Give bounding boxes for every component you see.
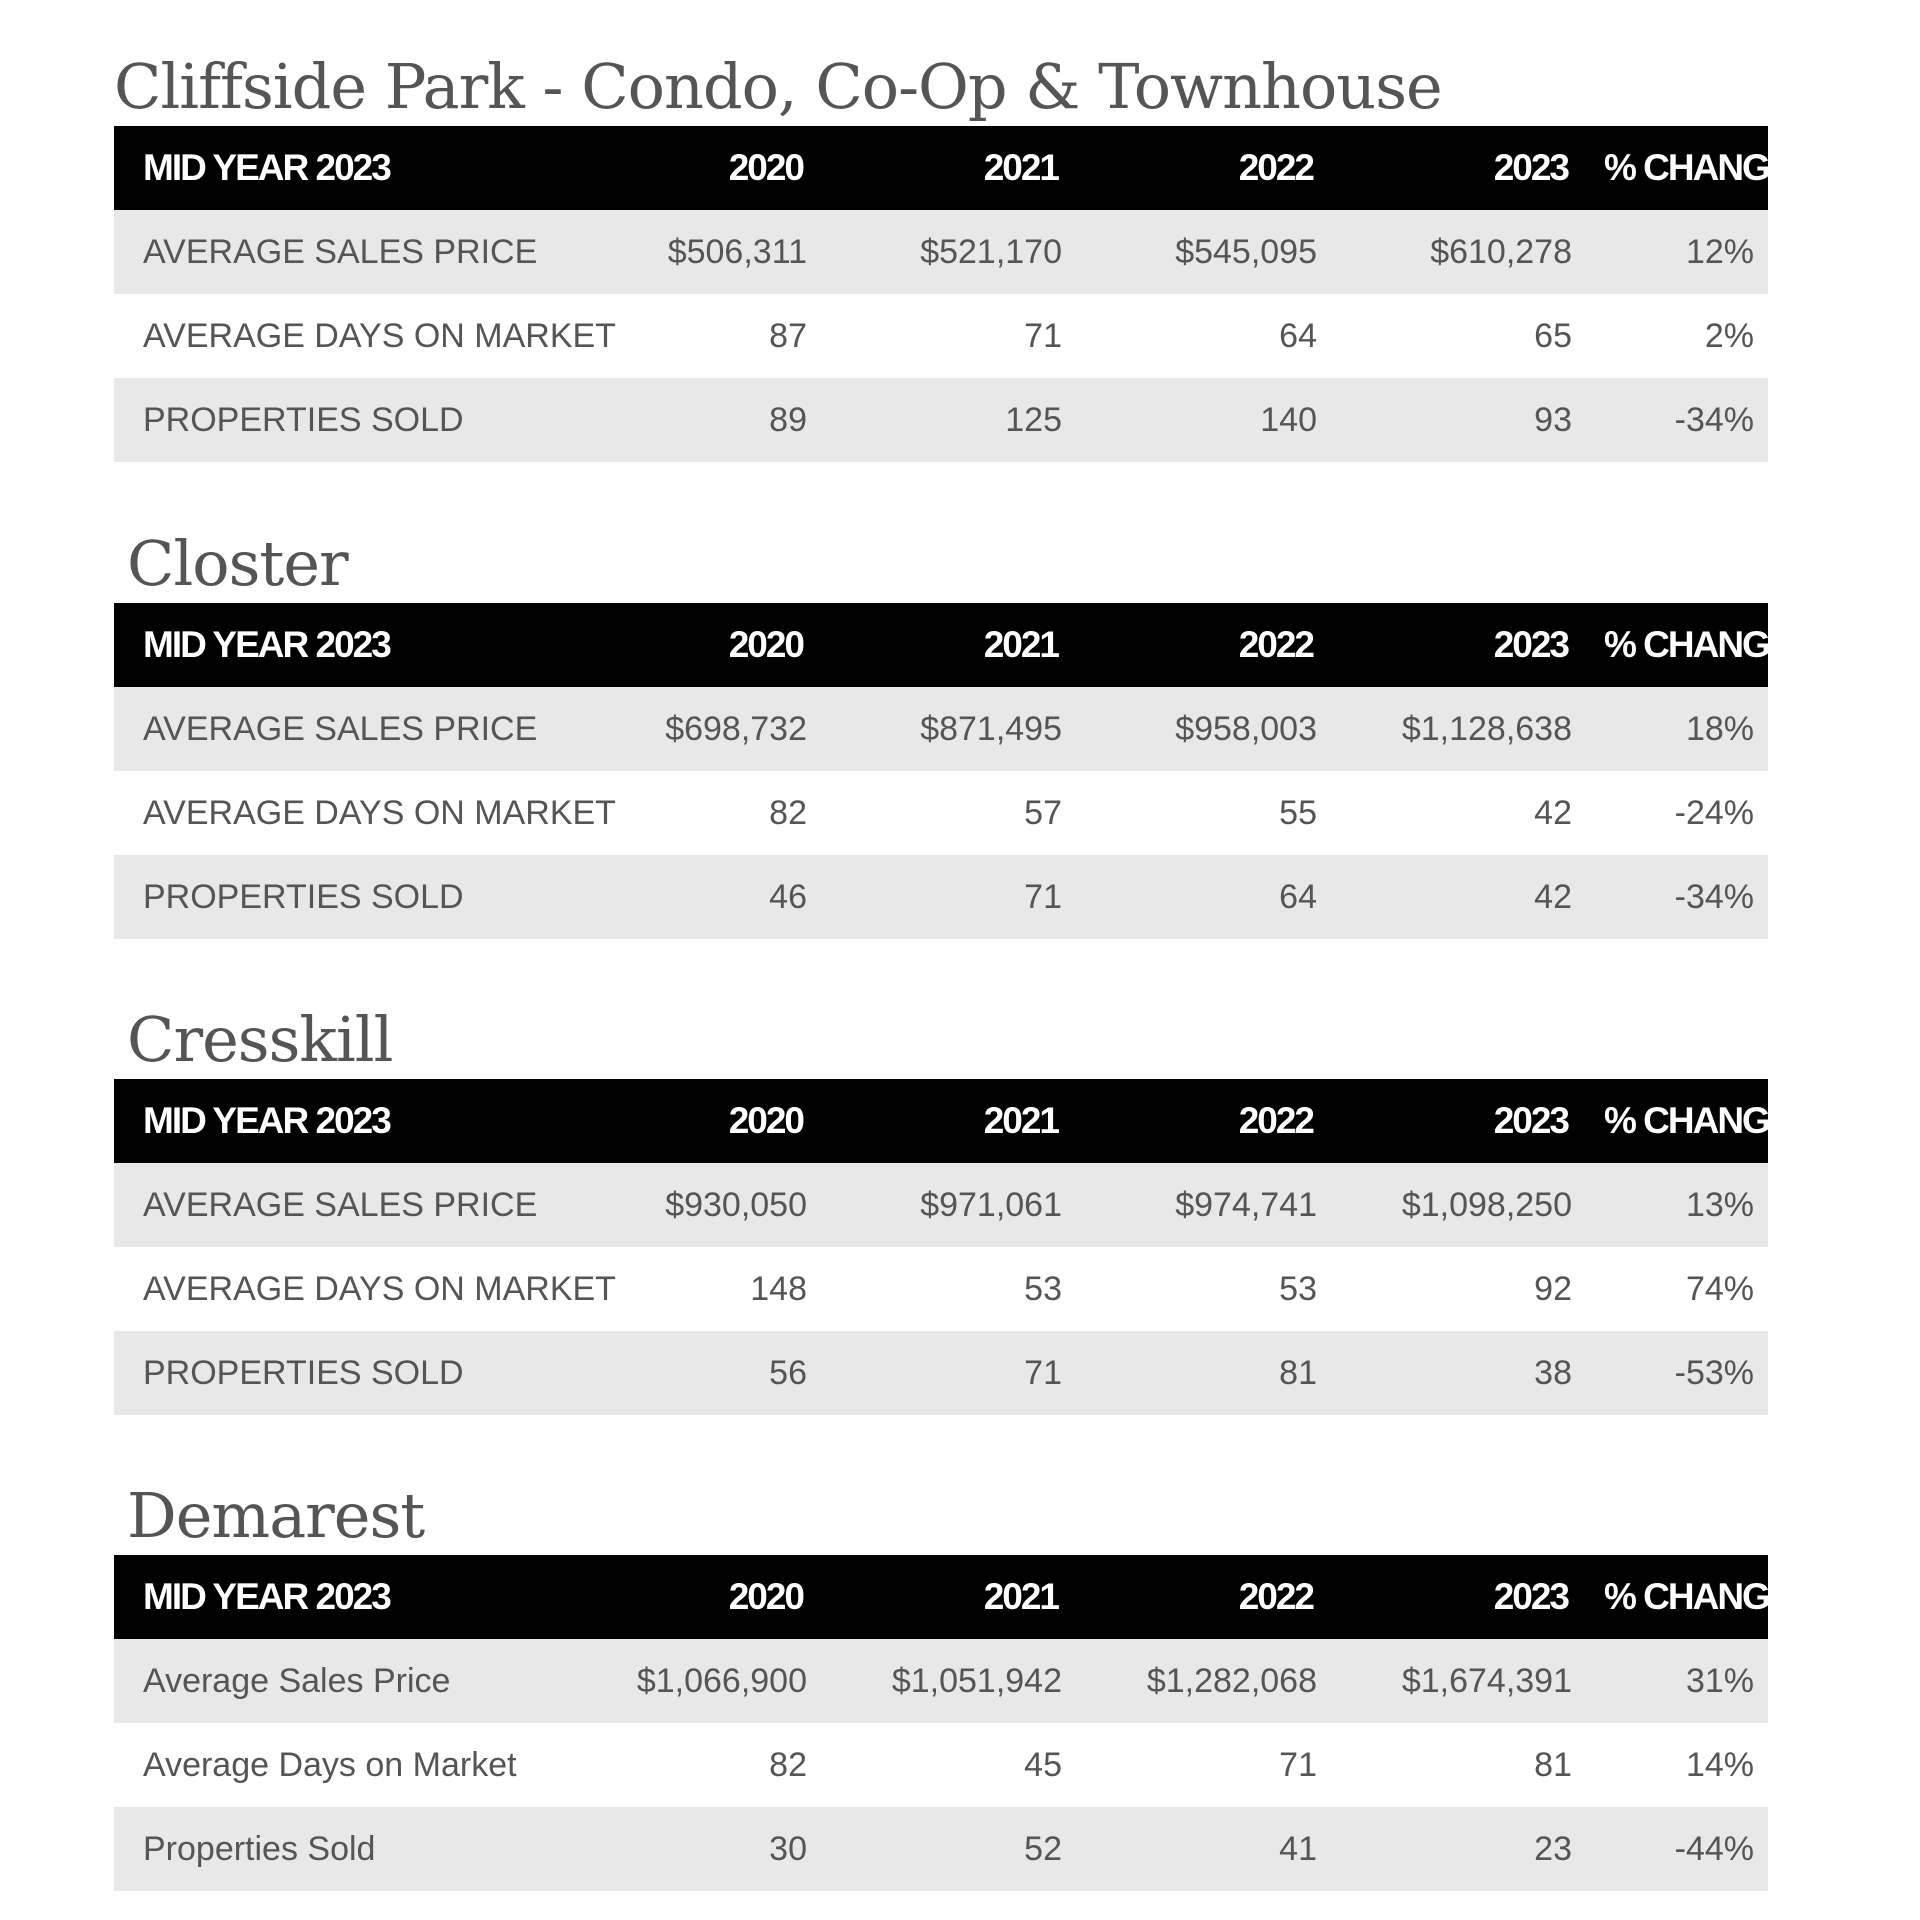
header-period: MID YEAR 2023 (143, 147, 390, 188)
row-value: 148 (750, 1269, 807, 1308)
header-period: MID YEAR 2023 (143, 624, 390, 665)
row-change: -24% (1674, 793, 1754, 832)
header-year: 2020 (728, 147, 803, 188)
header-year: 2022 (1238, 624, 1313, 665)
row-value: $871,495 (920, 709, 1062, 748)
header-year: 2022 (1238, 147, 1313, 188)
table-row (114, 1639, 1768, 1723)
row-value: 71 (1024, 1353, 1062, 1392)
row-value: $971,061 (920, 1185, 1062, 1224)
row-value: $1,282,068 (1146, 1661, 1317, 1700)
table-header-row (114, 1079, 1768, 1163)
row-change: 12% (1685, 232, 1754, 271)
header-year: 2023 (1493, 1100, 1568, 1141)
row-value: 23 (1534, 1829, 1572, 1868)
row-label: Average Days on Market (143, 1745, 517, 1784)
row-value: 125 (1005, 400, 1062, 439)
section-closter (114, 527, 1792, 939)
row-value: 89 (769, 400, 807, 439)
table-row (114, 1163, 1768, 1247)
table-row (114, 378, 1768, 462)
row-value: 140 (1260, 400, 1317, 439)
row-value: $1,674,391 (1401, 1661, 1572, 1700)
table-row (114, 294, 1768, 378)
header-change: % CHANGE (1604, 147, 1792, 188)
row-label: AVERAGE DAYS ON MARKET (143, 316, 616, 355)
row-label: AVERAGE DAYS ON MARKET (143, 793, 616, 832)
row-value: $698,732 (665, 709, 807, 748)
table-header-row (114, 1555, 1768, 1639)
row-value: 55 (1279, 793, 1317, 832)
row-value: 57 (1024, 793, 1062, 832)
row-value: 81 (1279, 1353, 1317, 1392)
row-change: -34% (1674, 877, 1754, 916)
row-change: 14% (1685, 1745, 1754, 1784)
row-value: 93 (1534, 400, 1572, 439)
header-year: 2021 (983, 624, 1058, 665)
table-row (114, 687, 1768, 771)
table-row (114, 1807, 1768, 1891)
row-value: 53 (1024, 1269, 1062, 1308)
header-year: 2023 (1493, 624, 1568, 665)
section-title: Cliffside Park - Condo, Co-Op & Townhouse (114, 50, 1442, 123)
row-label: PROPERTIES SOLD (143, 877, 464, 916)
row-label: PROPERTIES SOLD (143, 1353, 464, 1392)
row-label: AVERAGE DAYS ON MARKET (143, 1269, 616, 1308)
section-title: Closter (127, 527, 348, 600)
row-value: $958,003 (1175, 709, 1317, 748)
header-year: 2020 (728, 1576, 803, 1617)
row-value: $974,741 (1175, 1185, 1317, 1224)
stats-table (114, 603, 1792, 939)
row-value: 46 (769, 877, 807, 916)
row-label: Average Sales Price (143, 1661, 451, 1700)
section-demarest (114, 1479, 1792, 1891)
header-year: 2023 (1493, 1576, 1568, 1617)
row-value: 87 (769, 316, 807, 355)
row-value: $506,311 (667, 232, 807, 271)
header-change: % CHANGE (1604, 624, 1792, 665)
table-row (114, 1247, 1768, 1331)
header-year: 2020 (728, 624, 803, 665)
row-value: $610,278 (1430, 232, 1572, 271)
row-change: 2% (1704, 316, 1754, 355)
row-change: -44% (1674, 1829, 1754, 1868)
row-value: 52 (1024, 1829, 1062, 1868)
row-label: AVERAGE SALES PRICE (143, 1185, 538, 1224)
row-label: PROPERTIES SOLD (143, 400, 464, 439)
row-value: $521,170 (920, 232, 1062, 271)
row-value: $545,095 (1175, 232, 1317, 271)
row-change: 18% (1685, 709, 1754, 748)
row-value: $1,066,900 (636, 1661, 807, 1700)
table-row (114, 210, 1768, 294)
table-row (114, 1331, 1768, 1415)
row-value: $1,128,638 (1401, 709, 1572, 748)
row-value: 64 (1279, 877, 1317, 916)
row-value: 42 (1534, 877, 1572, 916)
section-title: Demarest (127, 1479, 425, 1552)
row-value: 65 (1534, 316, 1572, 355)
row-value: 53 (1279, 1269, 1317, 1308)
section-title: Cresskill (127, 1003, 393, 1076)
row-value: 38 (1534, 1353, 1572, 1392)
row-label: AVERAGE SALES PRICE (143, 232, 538, 271)
header-change: % CHANGE (1604, 1100, 1792, 1141)
stats-table (114, 1555, 1792, 1891)
table-header-row (114, 603, 1768, 687)
row-label: AVERAGE SALES PRICE (143, 709, 538, 748)
stats-table (114, 126, 1792, 462)
section-cresskill (114, 1003, 1792, 1415)
row-change: 13% (1685, 1185, 1754, 1224)
row-value: 64 (1279, 316, 1317, 355)
table-row (114, 855, 1768, 939)
row-value: 30 (769, 1829, 807, 1868)
header-year: 2022 (1238, 1100, 1313, 1141)
table-header-row (114, 126, 1768, 210)
table-row (114, 1723, 1768, 1807)
header-year: 2021 (983, 1100, 1058, 1141)
stats-table (114, 1079, 1792, 1415)
row-value: 92 (1534, 1269, 1572, 1308)
header-year: 2020 (728, 1100, 803, 1141)
header-change: % CHANGE (1604, 1576, 1792, 1617)
row-change: -34% (1674, 400, 1754, 439)
row-value: $930,050 (665, 1185, 807, 1224)
row-value: 42 (1534, 793, 1572, 832)
row-value: 41 (1279, 1829, 1317, 1868)
header-year: 2021 (983, 147, 1058, 188)
section-cliffside-park (114, 50, 1792, 462)
row-value: 82 (769, 793, 807, 832)
row-value: 56 (769, 1353, 807, 1392)
row-value: $1,051,942 (891, 1661, 1062, 1700)
row-value: 71 (1279, 1745, 1317, 1784)
row-value: 71 (1024, 877, 1062, 916)
header-year: 2023 (1493, 147, 1568, 188)
row-value: 71 (1024, 316, 1062, 355)
header-period: MID YEAR 2023 (143, 1576, 390, 1617)
row-change: -53% (1674, 1353, 1754, 1392)
header-year: 2021 (983, 1576, 1058, 1617)
row-value: 45 (1024, 1745, 1062, 1784)
row-value: 81 (1534, 1745, 1572, 1784)
row-value: 82 (769, 1745, 807, 1784)
header-year: 2022 (1238, 1576, 1313, 1617)
row-change: 31% (1685, 1661, 1754, 1700)
row-label: Properties Sold (143, 1829, 376, 1868)
header-period: MID YEAR 2023 (143, 1100, 390, 1141)
table-row (114, 771, 1768, 855)
row-change: 74% (1685, 1269, 1754, 1308)
row-value: $1,098,250 (1401, 1185, 1572, 1224)
